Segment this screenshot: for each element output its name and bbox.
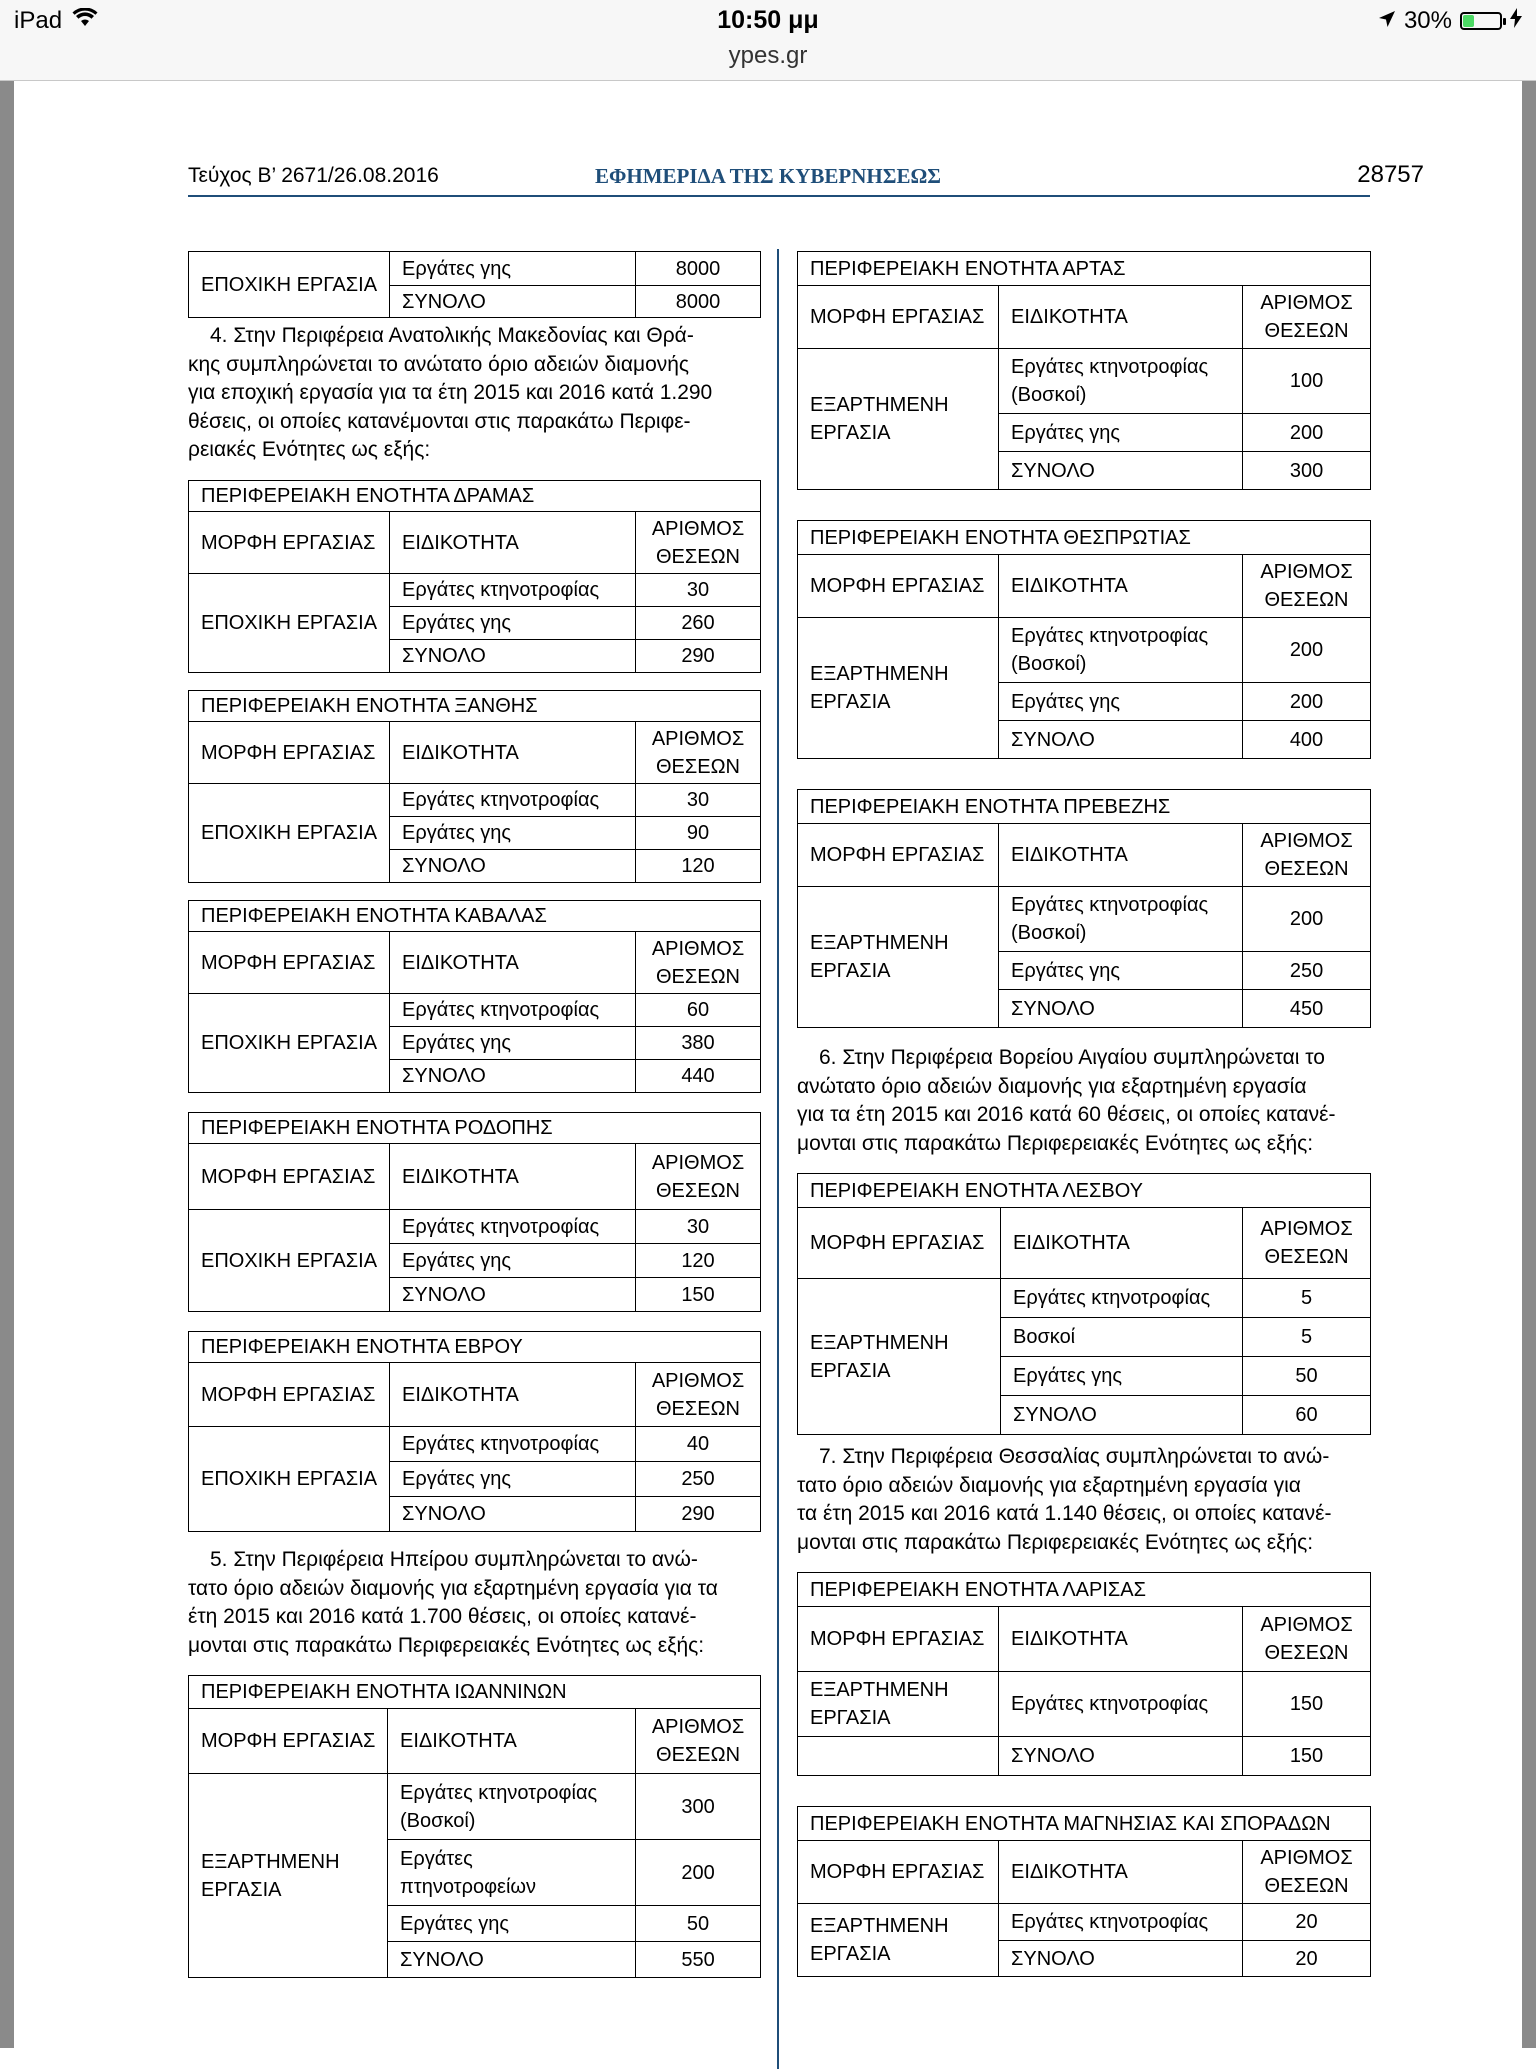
specialty: Εργάτες γης bbox=[999, 683, 1243, 721]
header-line: ΑΡΙΘΜΟΣ bbox=[1260, 292, 1353, 314]
work-type-line: ΕΡΓΑΣΙΑ bbox=[810, 691, 891, 713]
col-header-specialty: ΕΙΔΙΚΟΤΗΤΑ bbox=[390, 512, 636, 574]
specialty-line: Εργάτες bbox=[400, 1847, 473, 1870]
para-line: 6. Στην Περιφέρεια Βορείου Αιγαίου συμπληρώνεται το bbox=[819, 1046, 1325, 1069]
col-header-specialty: ΕΙΔΙΚΟΤΗΤΑ bbox=[999, 555, 1243, 618]
value: 30 bbox=[636, 1210, 761, 1244]
specialty: ΣΥΝΟΛΟ bbox=[390, 640, 636, 673]
specialty: Εργάτες γης bbox=[999, 952, 1243, 990]
table-title: ΠΕΡΙΦΕΡΕΙΑΚΗ ΕΝΟΤΗΤΑ ΕΒΡΟΥ bbox=[189, 1332, 761, 1363]
work-type-line: ΕΞΑΡΤΗΜΕΝΗ bbox=[810, 394, 949, 416]
work-type-line: ΕΞΑΡΤΗΜΕΝΗ bbox=[810, 1915, 949, 1937]
value: 50 bbox=[1243, 1357, 1371, 1396]
table-thesprotias bbox=[797, 520, 1371, 759]
work-type-line: ΕΞΑΡΤΗΜΕΝΗ bbox=[201, 1850, 340, 1873]
col-header-form: ΜΟΡΦΗ ΕΡΓΑΣΙΑΣ bbox=[798, 824, 999, 887]
specialty: Εργάτες γης bbox=[390, 1462, 636, 1497]
specialty bbox=[999, 887, 1243, 952]
para-line: ανώτατο όριο αδειών διαμονής για εξαρτημένη εργασία bbox=[797, 1074, 1307, 1098]
work-type-line: ΕΡΓΑΣΙΑ bbox=[810, 960, 891, 982]
header-line: ΘΕΣΕΩΝ bbox=[1264, 1246, 1349, 1268]
table-title: ΠΕΡΙΦΕΡΕΙΑΚΗ ΕΝΟΤΗΤΑ ΔΡΑΜΑΣ bbox=[189, 481, 761, 512]
col-header-specialty: ΕΙΔΙΚΟΤΗΤΑ bbox=[999, 824, 1243, 887]
value: 60 bbox=[1243, 1396, 1371, 1435]
specialty: ΣΥΝΟΛΟ bbox=[390, 850, 636, 883]
header-line: ΘΕΣΕΩΝ bbox=[1264, 1642, 1349, 1664]
col-header-specialty: ΕΙΔΙΚΟΤΗΤΑ bbox=[999, 1607, 1243, 1672]
col-header-form: ΜΟΡΦΗ ΕΡΓΑΣΙΑΣ bbox=[189, 722, 390, 784]
value: 5 bbox=[1243, 1279, 1371, 1318]
table-title: ΠΕΡΙΦΕΡΕΙΑΚΗ ΕΝΟΤΗΤΑ ΘΕΣΠΡΩΤΙΑΣ bbox=[798, 521, 1371, 555]
specialty-line: Εργάτες κτηνοτροφίας bbox=[1011, 894, 1209, 916]
col-header-positions bbox=[636, 1709, 761, 1774]
work-type: ΕΠΟΧΙΚΗ ΕΡΓΑΣΙΑ bbox=[189, 784, 390, 883]
col-header-form: ΜΟΡΦΗ ΕΡΓΑΣΙΑΣ bbox=[189, 512, 390, 574]
issue-label: Τεύχος Β’ 2671/26.08.2016 bbox=[188, 164, 439, 187]
header-line: ΘΕΣΕΩΝ bbox=[656, 965, 740, 988]
work-type: ΕΠΟΧΙΚΗ ΕΡΓΑΣΙΑ bbox=[189, 1210, 390, 1312]
specialty-line: πτηνοτροφείων bbox=[400, 1875, 537, 1898]
specialty: Εργάτες γης bbox=[390, 1244, 636, 1278]
para-line: τατο όριο αδειών διαμονής για εξαρτημένη εργασία για τα bbox=[188, 1576, 718, 1600]
value: 290 bbox=[636, 640, 761, 673]
table-xanthis bbox=[188, 690, 761, 883]
header-line: ΘΕΣΕΩΝ bbox=[1264, 320, 1349, 342]
col-header-positions bbox=[1243, 555, 1371, 618]
para-line: μονται στις παρακάτω Περιφερειακές Ενότητες ως εξής: bbox=[188, 1633, 705, 1657]
table-artas bbox=[797, 251, 1371, 490]
work-type: ΕΠΟΧΙΚΗ ΕΡΓΑΣΙΑ bbox=[189, 1427, 390, 1532]
specialty-line: (Βοσκοί) bbox=[400, 1809, 476, 1832]
value: 200 bbox=[1243, 683, 1371, 721]
work-type bbox=[798, 1279, 1001, 1435]
header-line: ΑΡΙΘΜΟΣ bbox=[1260, 561, 1353, 583]
value: 120 bbox=[636, 1244, 761, 1278]
value: 380 bbox=[636, 1027, 761, 1060]
col-header-form: ΜΟΡΦΗ ΕΡΓΑΣΙΑΣ bbox=[189, 932, 390, 994]
specialty-line: (Βοσκοί) bbox=[1011, 922, 1087, 944]
col-header-positions bbox=[1243, 1208, 1371, 1279]
col-header-form: ΜΟΡΦΗ ΕΡΓΑΣΙΑΣ bbox=[189, 1144, 390, 1210]
work-type bbox=[798, 1904, 999, 1977]
work-type-line: ΕΡΓΑΣΙΑ bbox=[810, 1943, 891, 1965]
specialty: Εργάτες γης bbox=[388, 1906, 636, 1942]
work-type bbox=[798, 887, 999, 1028]
header-line: ΑΡΙΘΜΟΣ bbox=[1260, 830, 1353, 852]
table-title: ΠΕΡΙΦΕΡΕΙΑΚΗ ΕΝΟΤΗΤΑ ΛΕΣΒΟΥ bbox=[798, 1174, 1371, 1208]
specialty: Εργάτες κτηνοτροφίας bbox=[999, 1904, 1243, 1941]
value: 450 bbox=[1243, 990, 1371, 1028]
col-header-form: ΜΟΡΦΗ ΕΡΓΑΣΙΑΣ bbox=[798, 286, 999, 349]
specialty bbox=[388, 1774, 636, 1840]
col-header-form: ΜΟΡΦΗ ΕΡΓΑΣΙΑΣ bbox=[798, 555, 999, 618]
value: 40 bbox=[636, 1427, 761, 1462]
specialty: Εργάτες κτηνοτροφίας bbox=[999, 1672, 1243, 1737]
value: 120 bbox=[636, 850, 761, 883]
page-number: 28757 bbox=[1357, 161, 1424, 188]
col-header-positions bbox=[1243, 1841, 1371, 1904]
table-dramas bbox=[188, 480, 761, 673]
para-line: κης συμπληρώνεται το ανώτατο όριο αδειών διαμονής bbox=[188, 352, 690, 376]
specialty: Εργάτες γης bbox=[390, 1027, 636, 1060]
specialty: ΣΥΝΟΛΟ bbox=[999, 721, 1243, 759]
specialty: ΣΥΝΟΛΟ bbox=[390, 1278, 636, 1312]
specialty bbox=[999, 349, 1243, 414]
work-type bbox=[798, 349, 999, 490]
value: 100 bbox=[1243, 349, 1371, 414]
paragraph-5 bbox=[188, 1546, 760, 1660]
table-magnisias bbox=[797, 1806, 1371, 1977]
work-type-line: ΕΞΑΡΤΗΜΕΝΗ bbox=[810, 1331, 949, 1354]
specialty: ΣΥΝΟΛΟ bbox=[999, 1941, 1243, 1977]
specialty: Εργάτες κτηνοτροφίας bbox=[390, 994, 636, 1027]
specialty: Εργάτες γης bbox=[390, 252, 636, 286]
value: 200 bbox=[1243, 414, 1371, 452]
col-header-specialty: ΕΙΔΙΚΟΤΗΤΑ bbox=[390, 932, 636, 994]
clock: 10:50 μμ bbox=[717, 6, 819, 34]
page-gutter-right bbox=[1522, 81, 1536, 2048]
table-title: ΠΕΡΙΦΕΡΕΙΑΚΗ ΕΝΟΤΗΤΑ ΠΡΕΒΕΖΗΣ bbox=[798, 790, 1371, 824]
value: 50 bbox=[636, 1906, 761, 1942]
work-type-line: ΕΡΓΑΣΙΑ bbox=[810, 1359, 891, 1382]
para-line: 4. Στην Περιφέρεια Ανατολικής Μακεδονίας και Θρά- bbox=[210, 324, 694, 347]
col-header-positions bbox=[1243, 286, 1371, 349]
col-header-positions bbox=[1243, 824, 1371, 887]
battery-level bbox=[1463, 15, 1474, 27]
table-title: ΠΕΡΙΦΕΡΕΙΑΚΗ ΕΝΟΤΗΤΑ ΚΑΒΑΛΑΣ bbox=[189, 901, 761, 932]
col-header-specialty: ΕΙΔΙΚΟΤΗΤΑ bbox=[390, 722, 636, 784]
table-title: ΠΕΡΙΦΕΡΕΙΑΚΗ ΕΝΟΤΗΤΑ ΡΟΔΟΠΗΣ bbox=[189, 1113, 761, 1144]
col-header-positions bbox=[636, 932, 761, 994]
header-line: ΘΕΣΕΩΝ bbox=[656, 1744, 741, 1766]
specialty: Εργάτες γης bbox=[390, 817, 636, 850]
value: 250 bbox=[1243, 952, 1371, 990]
value: 200 bbox=[636, 1840, 761, 1906]
device-name: iPad bbox=[14, 7, 63, 34]
header-line: ΑΡΙΘΜΟΣ bbox=[1260, 1847, 1353, 1869]
header-line: ΑΡΙΘΜΟΣ bbox=[1260, 1218, 1353, 1240]
para-line: για τα έτη 2015 και 2016 κατά 60 θέσεις, οι οποίες κατανέ- bbox=[797, 1103, 1336, 1126]
specialty: ΣΥΝΟΛΟ bbox=[390, 1497, 636, 1532]
specialty: ΣΥΝΟΛΟ bbox=[999, 452, 1243, 490]
col-header-specialty: ΕΙΔΙΚΟΤΗΤΑ bbox=[999, 286, 1243, 349]
para-line: μονται στις παρακάτω Περιφερειακές Ενότητες ως εξής: bbox=[797, 1530, 1314, 1554]
value: 290 bbox=[636, 1497, 761, 1532]
value: 20 bbox=[1243, 1941, 1371, 1977]
para-line: έτη 2015 και 2016 κατά 1.700 θέσεις, οι οποίες κατανέ- bbox=[188, 1605, 697, 1628]
specialty: Εργάτες κτηνοτροφίας bbox=[390, 1427, 636, 1462]
header-line: ΘΕΣΕΩΝ bbox=[656, 1179, 740, 1202]
work-type bbox=[189, 1774, 388, 1978]
col-header-specialty: ΕΙΔΙΚΟΤΗΤΑ bbox=[1001, 1208, 1243, 1279]
value: 250 bbox=[636, 1462, 761, 1497]
specialty-line: (Βοσκοί) bbox=[1011, 653, 1087, 675]
work-type: ΕΠΟΧΙΚΗ ΕΡΓΑΣΙΑ bbox=[189, 574, 390, 673]
table-kavalas bbox=[188, 900, 761, 1093]
value: 200 bbox=[1243, 618, 1371, 683]
col-header-form: ΜΟΡΦΗ ΕΡΓΑΣΙΑΣ bbox=[798, 1841, 999, 1904]
col-header-form: ΜΟΡΦΗ ΕΡΓΑΣΙΑΣ bbox=[798, 1607, 999, 1672]
table-title: ΠΕΡΙΦΕΡΕΙΑΚΗ ΕΝΟΤΗΤΑ ΛΑΡΙΣΑΣ bbox=[798, 1573, 1371, 1607]
header-line: ΑΡΙΘΜΟΣ bbox=[1260, 1614, 1353, 1636]
specialty-line: Εργάτες κτηνοτροφίας bbox=[1011, 625, 1209, 647]
header-rule bbox=[188, 195, 1370, 197]
value: 260 bbox=[636, 607, 761, 640]
document-page bbox=[14, 81, 1522, 2048]
work-type-line: ΕΡΓΑΣΙΑ bbox=[201, 1878, 282, 1901]
col-header-positions bbox=[636, 1144, 761, 1210]
value: 300 bbox=[1243, 452, 1371, 490]
col-header-positions bbox=[636, 512, 761, 574]
table-lesvou bbox=[797, 1173, 1371, 1435]
value: 150 bbox=[1243, 1737, 1371, 1776]
table-title: ΠΕΡΙΦΕΡΕΙΑΚΗ ΕΝΟΤΗΤΑ ΙΩΑΝΝΙΝΩΝ bbox=[189, 1676, 761, 1709]
value: 550 bbox=[636, 1942, 761, 1978]
header-line: ΘΕΣΕΩΝ bbox=[1264, 858, 1349, 880]
column-divider bbox=[777, 249, 779, 2069]
status-bar bbox=[0, 0, 1536, 40]
specialty: Εργάτες γης bbox=[390, 607, 636, 640]
header-line: ΑΡΙΘΜΟΣ bbox=[651, 937, 745, 960]
specialty: Εργάτες κτηνοτροφίας bbox=[390, 1210, 636, 1244]
value: 30 bbox=[636, 784, 761, 817]
table-title: ΠΕΡΙΦΕΡΕΙΑΚΗ ΕΝΟΤΗΤΑ ΑΡΤΑΣ bbox=[798, 252, 1371, 286]
value: 90 bbox=[636, 817, 761, 850]
para-line: ρειακές Ενότητες ως εξής: bbox=[188, 438, 431, 461]
value: 300 bbox=[636, 1774, 761, 1840]
work-type bbox=[798, 1672, 999, 1737]
header-line: ΘΕΣΕΩΝ bbox=[1264, 589, 1349, 611]
work-type: ΕΠΟΧΙΚΗ ΕΡΓΑΣΙΑ bbox=[189, 994, 390, 1093]
value: 200 bbox=[1243, 887, 1371, 952]
col-header-specialty: ΕΙΔΙΚΟΤΗΤΑ bbox=[390, 1363, 636, 1427]
paragraph-6 bbox=[797, 1044, 1370, 1158]
specialty-line: (Βοσκοί) bbox=[1011, 384, 1087, 406]
header-line: ΑΡΙΘΜΟΣ bbox=[651, 1716, 745, 1738]
work-type-line: ΕΡΓΑΣΙΑ bbox=[810, 422, 891, 444]
specialty: ΣΥΝΟΛΟ bbox=[999, 1737, 1243, 1776]
para-line: για εποχική εργασία για τα έτη 2015 και 2016 κατά 1.290 bbox=[188, 381, 713, 404]
specialty: Βοσκοί bbox=[1001, 1318, 1243, 1357]
specialty bbox=[999, 618, 1243, 683]
header-line: ΑΡΙΘΜΟΣ bbox=[651, 1151, 745, 1174]
para-line: 7. Στην Περιφέρεια Θεσσαλίας συμπληρώνεται το ανώ- bbox=[819, 1445, 1330, 1468]
work-type: ΕΠΟΧΙΚΗ ΕΡΓΑΣΙΑ bbox=[189, 252, 390, 318]
specialty: Εργάτες κτηνοτροφίας bbox=[1001, 1279, 1243, 1318]
header-line: ΘΕΣΕΩΝ bbox=[656, 755, 740, 778]
value: 5 bbox=[1243, 1318, 1371, 1357]
work-type-line: ΕΡΓΑΣΙΑ bbox=[810, 1707, 891, 1729]
specialty: ΣΥΝΟΛΟ bbox=[999, 990, 1243, 1028]
specialty: Εργάτες κτηνοτροφίας bbox=[390, 574, 636, 607]
specialty: ΣΥΝΟΛΟ bbox=[390, 286, 636, 318]
table-ioanninon bbox=[188, 1675, 761, 1978]
table-rodopis bbox=[188, 1112, 761, 1312]
header-line: ΑΡΙΘΜΟΣ bbox=[651, 727, 745, 750]
battery-percent: 30% bbox=[1403, 7, 1452, 34]
table-title: ΠΕΡΙΦΕΡΕΙΑΚΗ ΕΝΟΤΗΤΑ ΞΑΝΘΗΣ bbox=[189, 691, 761, 722]
paragraph-7 bbox=[797, 1443, 1370, 1557]
col-header-specialty: ΕΙΔΙΚΟΤΗΤΑ bbox=[390, 1144, 636, 1210]
table-larisas bbox=[797, 1572, 1371, 1776]
value: 30 bbox=[636, 574, 761, 607]
value: 8000 bbox=[636, 252, 761, 286]
value: 8000 bbox=[636, 286, 761, 318]
top-table bbox=[188, 251, 761, 318]
value: 440 bbox=[636, 1060, 761, 1093]
address-bar[interactable] bbox=[0, 40, 1536, 81]
specialty bbox=[388, 1840, 636, 1906]
specialty-line: Εργάτες κτηνοτροφίας bbox=[400, 1781, 598, 1804]
location-arrow-icon bbox=[1378, 7, 1396, 35]
col-header-positions bbox=[1243, 1607, 1371, 1672]
table-title: ΠΕΡΙΦΕΡΕΙΑΚΗ ΕΝΟΤΗΤΑ ΜΑΓΝΗΣΙΑΣ ΚΑΙ ΣΠΟΡΑΔΩΝ bbox=[798, 1807, 1371, 1841]
para-line: μονται στις παρακάτω Περιφερειακές Ενότητες ως εξής: bbox=[797, 1131, 1314, 1155]
header-line: ΘΕΣΕΩΝ bbox=[656, 1397, 740, 1420]
value: 150 bbox=[1243, 1672, 1371, 1737]
value: 400 bbox=[1243, 721, 1371, 759]
value: 60 bbox=[636, 994, 761, 1027]
work-type-line: ΕΞΑΡΤΗΜΕΝΗ bbox=[810, 1679, 949, 1701]
work-type-line: ΕΞΑΡΤΗΜΕΝΗ bbox=[810, 663, 949, 685]
work-type-line: ΕΞΑΡΤΗΜΕΝΗ bbox=[810, 932, 949, 954]
specialty: Εργάτες γης bbox=[1001, 1357, 1243, 1396]
header-line: ΘΕΣΕΩΝ bbox=[656, 545, 740, 568]
header-line: ΑΡΙΘΜΟΣ bbox=[651, 1369, 745, 1392]
gazette-title: ΕΦΗΜΕΡΙΔΑ ΤΗΣ ΚΥΒΕΡΝΗΣΕΩΣ bbox=[594, 164, 942, 188]
url-text[interactable]: ypes.gr bbox=[728, 42, 808, 69]
paragraph-4 bbox=[188, 322, 760, 465]
charging-bolt-icon bbox=[1510, 7, 1522, 35]
table-evrou bbox=[188, 1331, 761, 1532]
specialty: Εργάτες κτηνοτροφίας bbox=[390, 784, 636, 817]
col-header-specialty: ΕΙΔΙΚΟΤΗΤΑ bbox=[999, 1841, 1243, 1904]
work-type bbox=[798, 618, 999, 759]
col-header-specialty: ΕΙΔΙΚΟΤΗΤΑ bbox=[388, 1709, 636, 1774]
value: 20 bbox=[1243, 1904, 1371, 1941]
para-line: θέσεις, οι οποίες κατανέμονται στις παρακάτω Περιφε- bbox=[188, 409, 691, 433]
header-line: ΑΡΙΘΜΟΣ bbox=[651, 517, 745, 540]
specialty: ΣΥΝΟΛΟ bbox=[390, 1060, 636, 1093]
col-header-positions bbox=[636, 722, 761, 784]
specialty: ΣΥΝΟΛΟ bbox=[1001, 1396, 1243, 1435]
col-header-form: ΜΟΡΦΗ ΕΡΓΑΣΙΑΣ bbox=[189, 1363, 390, 1427]
para-line: τα έτη 2015 και 2016 κατά 1.140 θέσεις, οι οποίες κατανέ- bbox=[797, 1502, 1332, 1525]
col-header-positions bbox=[636, 1363, 761, 1427]
page-gutter-left bbox=[0, 81, 14, 2048]
para-line: τατο όριο αδειών διαμονής για εξαρτημένη εργασία για bbox=[797, 1473, 1301, 1497]
col-header-form: ΜΟΡΦΗ ΕΡΓΑΣΙΑΣ bbox=[189, 1709, 388, 1774]
col-header-form: ΜΟΡΦΗ ΕΡΓΑΣΙΑΣ bbox=[798, 1208, 1001, 1279]
para-line: 5. Στην Περιφέρεια Ηπείρου συμπληρώνεται το ανώ- bbox=[210, 1548, 698, 1571]
table-prevezis bbox=[797, 789, 1371, 1028]
specialty: ΣΥΝΟΛΟ bbox=[388, 1942, 636, 1978]
work-type-empty bbox=[798, 1737, 999, 1776]
specialty: Εργάτες γης bbox=[999, 414, 1243, 452]
header-line: ΘΕΣΕΩΝ bbox=[1264, 1875, 1349, 1897]
specialty-line: Εργάτες κτηνοτροφίας bbox=[1011, 356, 1209, 378]
battery-icon bbox=[1460, 12, 1502, 30]
value: 150 bbox=[636, 1278, 761, 1312]
